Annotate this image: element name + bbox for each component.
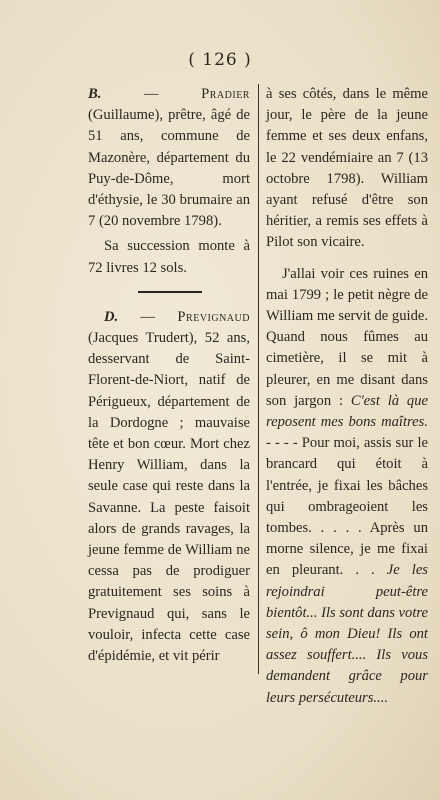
entry-b-text: (Guillaume), prêtre, âgé de 51 ans, commune de Mazonère, département du Puy-de-Dôme, mort d'éthysie, le 30 brumaire an 7 (20 novembre 1798).: [88, 107, 250, 230]
entry-b-dash: —: [143, 86, 159, 102]
para2-quote-1: C'est là que reposent mes bons maîtres.: [266, 392, 428, 431]
right-paragraph-1: à ses côtés, dans le même jour, le père de la jeune femme et ses deux enfans, le 22 vendémiaire an 7 (13 octobre 1798). William ayant refusé d'être son héritier, a remis ses effets à Pilot son vicaire.: [266, 86, 428, 251]
entry-d-letter: D.: [104, 308, 119, 325]
entry-b: [88, 84, 250, 232]
para2-middle: - - - - Pour moi, assis sur le brancard qui étoit à l'entrée, je fixai les bâches qui ombrageoient les tombes. . . . . Après un morne silence, je me fixai en pleurant. . .: [266, 435, 428, 579]
entry-d-name: Prevignaud: [177, 308, 250, 325]
entry-d-text: (Jacques Trudert), 52 ans, desservant de Saint-Florent-de-Niort, natif de Périgueux, département de la Dordogne ; mauvaise tête et bon cœur. Mort chez Henry William, dans la seule case qui reste dans la Savanne. La peste faisoit alors de grands ravages, la jeune femme de William ne cessa pas de prodiguer gratuitement ses soins à Prevignaud qui, sans le vouloir, infecta cette case d'épidémie, et vit périr: [88, 330, 250, 665]
entry-d-dash: —: [140, 308, 156, 325]
entry-b-letter: B.: [88, 86, 102, 102]
right-paragraph-2: [266, 264, 428, 709]
para2-start: J'allai voir ces ruines en mai 1799 ; le petit nègre de William me servit de guide. Quand nous fûmes au cimetière, il se mit à pleurer, en me disant dans son jargon :: [266, 265, 428, 409]
column-rule: [258, 84, 259, 674]
section-divider: [138, 291, 202, 293]
entry-d: [88, 307, 250, 667]
left-column: [88, 84, 250, 667]
succession-note: Sa succession monte à 72 livres 12 sols.: [88, 238, 250, 276]
entry-b-name: Pradier: [201, 86, 250, 102]
para2-quote-2: Je les rejoindrai peut-être bientôt... Ils sont dans votre sein, ô mon Dieu! Ils ont assez souffert.... Ils vous demandent grâce pour leurs persécuteurs....: [266, 562, 429, 706]
page-number: ( 126 ): [188, 50, 252, 70]
right-column: [266, 84, 428, 709]
